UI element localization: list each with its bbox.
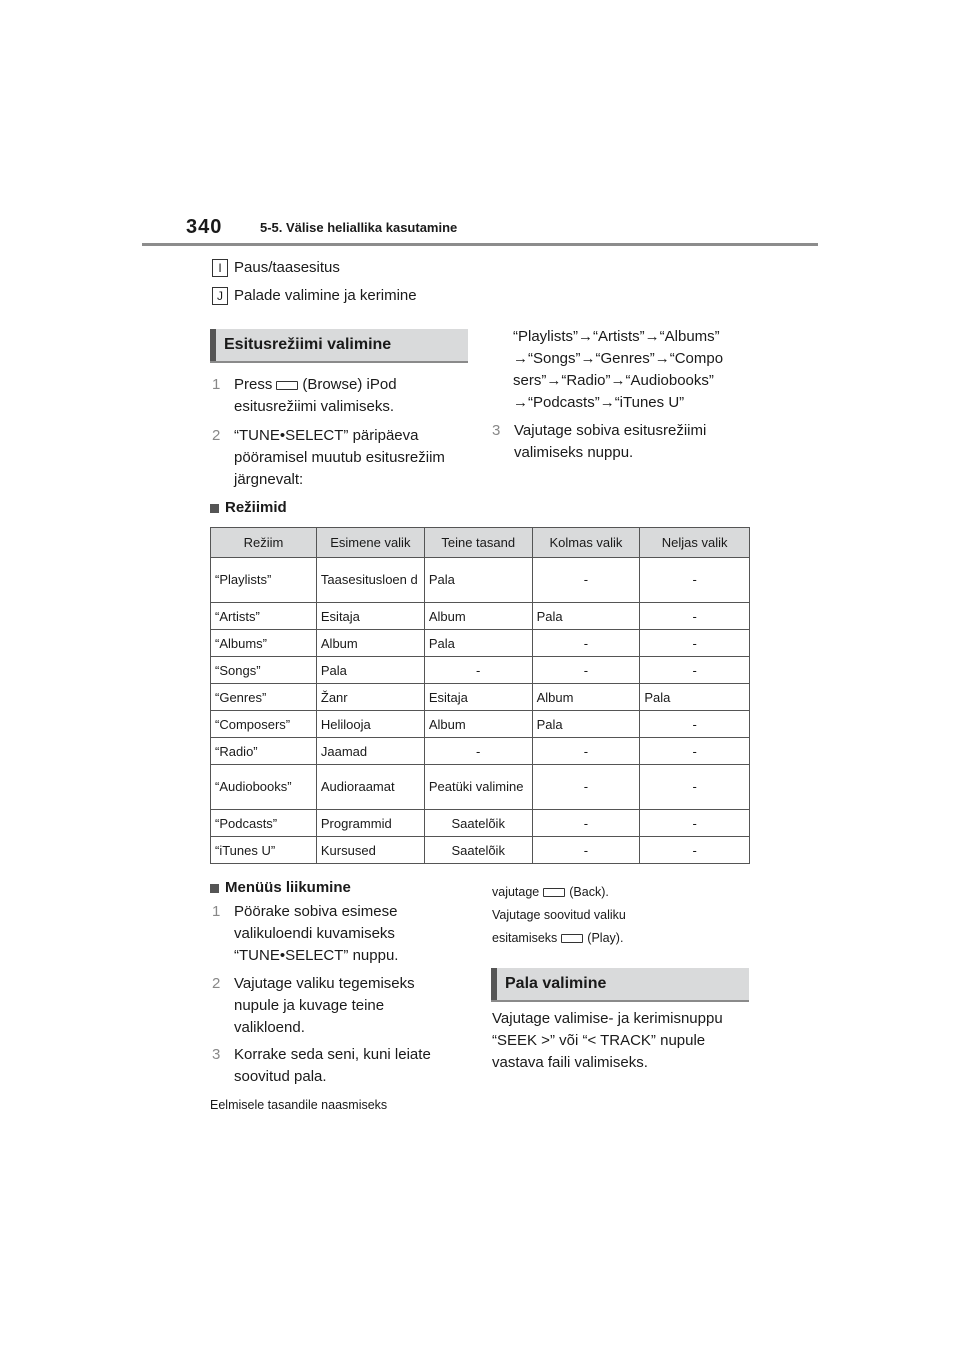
table-cell: Pala: [640, 684, 750, 711]
label-text-j: Palade valimine ja kerimine: [234, 287, 417, 304]
table-row: [211, 738, 750, 765]
table-cell: Taasesitusloen d: [316, 558, 424, 603]
menu-nav-heading-text: Menüüs liikumine: [225, 879, 351, 896]
back-button-icon: [543, 888, 565, 897]
mode-sequence: [513, 326, 723, 414]
step-text: Vajutage valiku tegemiseks: [234, 975, 415, 992]
step-text: “TUNE•SELECT” nuppu.: [234, 947, 399, 964]
note-return-previous: Eelmisele tasandile naasmiseks: [210, 1098, 388, 1112]
section-heading-track: [491, 968, 749, 1000]
table-cell: Pala: [424, 630, 532, 657]
table-cell: -: [532, 657, 640, 684]
menu-nav-heading: [210, 877, 351, 899]
step-number: 2: [212, 975, 221, 992]
table-cell: “Podcasts”: [211, 810, 317, 837]
step-number: 3: [212, 1046, 221, 1063]
table-cell: Pala: [316, 657, 424, 684]
table-cell: Žanr: [316, 684, 424, 711]
step-number: 1: [212, 376, 221, 393]
modes-heading: [210, 497, 287, 519]
table-cell: Album: [424, 603, 532, 630]
section-heading-mode: [210, 329, 468, 361]
note-text: (Play).: [587, 931, 624, 945]
table-row: [211, 603, 750, 630]
label-key-i: I: [212, 259, 228, 277]
text-line: vastava faili valimiseks.: [492, 1054, 648, 1071]
table-cell: Esitaja: [316, 603, 424, 630]
modes-heading-text: Režiimid: [225, 499, 287, 516]
table-cell: Audioraamat: [316, 765, 424, 810]
table-cell: -: [640, 738, 750, 765]
track-select-text: [492, 1008, 723, 1074]
step-text: esitusrežiimi valimiseks.: [234, 398, 395, 415]
step-text: nupule ja kuvage teine: [234, 997, 385, 1014]
column-header: Kolmas valik: [532, 528, 640, 558]
table-cell: Album: [532, 684, 640, 711]
text-line: “SEEK >” või “< TRACK” nupule: [492, 1032, 706, 1049]
table-header-row: [211, 528, 750, 558]
step-text: Vajutage sobiva esitusrežiimi: [514, 422, 707, 439]
table-cell: -: [640, 630, 750, 657]
table-row: [211, 558, 750, 603]
column-header: Neljas valik: [640, 528, 750, 558]
table-cell: Saatelõik: [424, 810, 532, 837]
play-button-icon: [561, 934, 583, 943]
step-text: Press: [234, 376, 273, 393]
table-cell: -: [640, 603, 750, 630]
column-header: Esimene valik: [316, 528, 424, 558]
note-text: esitamiseks: [492, 931, 558, 945]
table-cell: “Playlists”: [211, 558, 317, 603]
table-cell: -: [532, 837, 640, 864]
label-row-j: [212, 285, 417, 307]
table-cell: Peatüki valimine: [424, 765, 532, 810]
note-text: (Back).: [569, 885, 609, 899]
table-row: [211, 837, 750, 864]
step-text: valikloend.: [234, 1019, 305, 1036]
table-cell: “Albums”: [211, 630, 317, 657]
note-play: [492, 927, 623, 949]
bullet-square-icon: [210, 504, 219, 513]
table-cell: Jaamad: [316, 738, 424, 765]
table-cell: “iTunes U”: [211, 837, 317, 864]
table-row: [211, 684, 750, 711]
note-select: Vajutage soovitud valiku: [492, 908, 626, 922]
step-number: 3: [492, 422, 501, 439]
step-number: 1: [212, 903, 221, 920]
table-cell: -: [532, 738, 640, 765]
table-row: [211, 810, 750, 837]
sequence-line: sers”→“Radio”→“Audiobooks”: [513, 372, 714, 389]
note-back: [492, 881, 609, 903]
table-row: [211, 657, 750, 684]
sequence-line: →“Songs”→“Genres”→“Compo: [513, 350, 724, 367]
table-cell: Helilooja: [316, 711, 424, 738]
table-cell: -: [532, 810, 640, 837]
table-cell: Album: [424, 711, 532, 738]
table-cell: “Audiobooks”: [211, 765, 317, 810]
column-header: Režiim: [211, 528, 317, 558]
section-heading-track-text: Pala valimine: [505, 975, 607, 992]
step-text: pööramisel muutub esitusrežiim: [234, 449, 445, 466]
table-cell: -: [532, 630, 640, 657]
page-number: 340: [186, 216, 223, 238]
label-text-i: Paus/taasesitus: [234, 259, 340, 276]
table-cell: -: [532, 558, 640, 603]
table-cell: -: [640, 810, 750, 837]
label-row-i: [212, 257, 340, 279]
table-cell: -: [424, 738, 532, 765]
table-cell: -: [640, 558, 750, 603]
step-text: soovitud pala.: [234, 1068, 327, 1085]
sequence-line: “Playlists”→“Artists”→“Albums”: [513, 328, 720, 345]
table-cell: “Songs”: [211, 657, 317, 684]
table-cell: “Artists”: [211, 603, 317, 630]
bullet-square-icon: [210, 884, 219, 893]
table-cell: -: [640, 711, 750, 738]
modes-table: [210, 527, 750, 864]
table-row: [211, 630, 750, 657]
table-row: [211, 765, 750, 810]
table-cell: “Genres”: [211, 684, 317, 711]
table-cell: -: [640, 765, 750, 810]
table-cell: -: [640, 837, 750, 864]
table-cell: Album: [316, 630, 424, 657]
table-row: [211, 711, 750, 738]
text-line: Vajutage valimise- ja kerimisnuppu: [492, 1010, 723, 1027]
step-text: valimiseks nuppu.: [514, 444, 634, 461]
table-cell: Pala: [532, 603, 640, 630]
table-cell: -: [532, 765, 640, 810]
label-key-j: J: [212, 287, 228, 305]
step-text: Pöörake sobiva esimese: [234, 903, 398, 920]
table-cell: “Radio”: [211, 738, 317, 765]
sequence-line: →“Podcasts”→“iTunes U”: [513, 394, 685, 411]
table-cell: Programmid: [316, 810, 424, 837]
section-title: 5-5. Välise heliallika kasutamine: [260, 220, 458, 235]
column-header: Teine tasand: [424, 528, 532, 558]
table-cell: Pala: [532, 711, 640, 738]
step-number: 2: [212, 427, 221, 444]
table-cell: Esitaja: [424, 684, 532, 711]
table-cell: -: [424, 657, 532, 684]
step-text: Korrake seda seni, kuni leiate: [234, 1046, 431, 1063]
step-text: valikuloendi kuvamiseks: [234, 925, 395, 942]
table-cell: Pala: [424, 558, 532, 603]
step-text: “TUNE•SELECT” päripäeva: [234, 427, 419, 444]
step-text: järgnevalt:: [234, 471, 304, 488]
browse-button-icon: [276, 381, 298, 390]
step-text: (Browse) iPod: [302, 376, 397, 393]
header-rule: [142, 243, 818, 246]
section-heading-mode-text: Esitusrežiimi valimine: [224, 336, 392, 353]
table-cell: “Composers”: [211, 711, 317, 738]
table-cell: Saatelõik: [424, 837, 532, 864]
heading-underline: [210, 361, 468, 363]
note-text: vajutage: [492, 885, 540, 899]
heading-underline: [491, 1000, 749, 1002]
table-cell: -: [640, 657, 750, 684]
table-cell: Kursused: [316, 837, 424, 864]
